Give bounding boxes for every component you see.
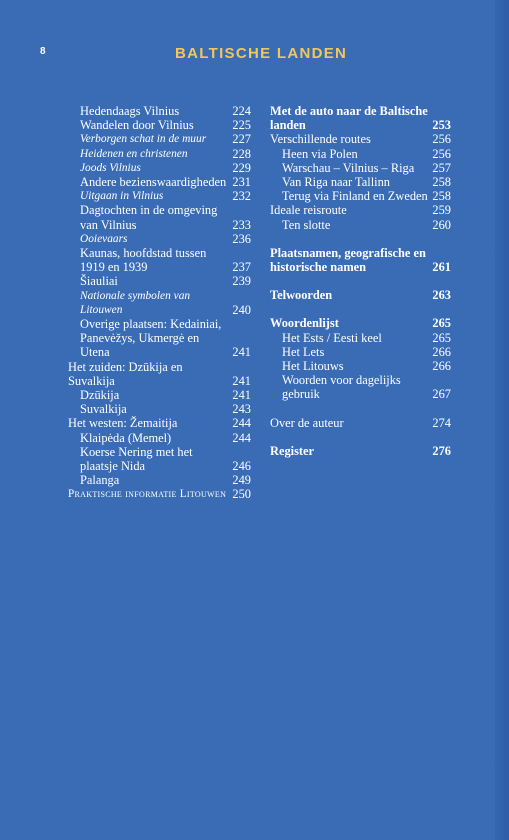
toc-entry[interactable] [68, 388, 251, 402]
toc-entry-title: Dagtochten in de omgeving van Vilnius [80, 203, 218, 232]
toc-entry-title: Register [270, 443, 315, 458]
toc-entry-title: Met de auto naar de Baltische landen [270, 104, 428, 133]
toc-entry[interactable] [270, 218, 451, 232]
toc-entry-page: 224 [232, 104, 251, 118]
toc-entry[interactable] [270, 359, 451, 373]
toc-entry-title: Over de auteur [270, 415, 344, 430]
toc-entry[interactable] [68, 431, 251, 445]
toc-entry[interactable] [68, 147, 251, 161]
toc-entry[interactable] [68, 246, 251, 274]
toc-entry-page: 240 [232, 302, 251, 317]
toc-entry[interactable] [68, 360, 251, 388]
toc-entry[interactable] [270, 246, 451, 274]
toc-entry-title: Uitgaan in Vilnius [80, 190, 164, 203]
toc-entry-page: 257 [432, 160, 451, 175]
toc-entry-page: 253 [432, 118, 451, 133]
toc-entry-title: Ooievaars [80, 232, 128, 245]
toc-entry-page: 265 [432, 330, 451, 345]
toc-entry-title: Praktische informatie Litouwen [68, 488, 227, 501]
toc-entry-page: 243 [232, 402, 251, 417]
toc-entry-title: Het Litouws [282, 359, 344, 374]
toc-entry-title: Verborgen schat in de muur [80, 133, 207, 146]
section-gap [270, 402, 451, 416]
toc-entry-title: Klaipėda (Memel) [80, 430, 172, 445]
toc-entry-page: 250 [232, 487, 251, 502]
toc-entry-page: 246 [232, 459, 251, 474]
toc-entry[interactable] [68, 445, 251, 473]
running-head: BALTISCHE LANDEN [175, 45, 348, 62]
toc-entry-title: Ideale reisroute [270, 203, 347, 218]
toc-entry-title: Van Riga naar Tallinn [282, 175, 390, 190]
toc-entry-title: Andere bezienswaardigheden [80, 175, 227, 190]
toc-entry[interactable] [270, 175, 451, 189]
toc-entry-title: Hedendaags Vilnius [80, 104, 180, 118]
toc-entry[interactable] [270, 444, 451, 458]
toc-entry[interactable] [270, 316, 451, 330]
toc-entry-page: 241 [232, 373, 251, 388]
toc-entry-page: 260 [432, 217, 451, 232]
toc-entry-title: Joods Vilnius [80, 161, 141, 174]
toc-entry[interactable] [68, 132, 251, 146]
toc-entry[interactable] [68, 416, 251, 430]
section-gap [270, 232, 451, 246]
toc-entry-title: Overige plaatsen: Kedainiai, Panevėžys, Ukmergė en Utena [80, 317, 222, 360]
toc-entry[interactable] [270, 416, 451, 430]
toc-entry[interactable] [270, 331, 451, 345]
toc-entry-page: 227 [232, 132, 251, 147]
toc-entry-title: Palanga [80, 473, 120, 488]
toc-entry-page: 266 [432, 359, 451, 374]
toc-entry-page: 249 [232, 473, 251, 488]
toc-entry[interactable] [270, 373, 451, 401]
toc-entry[interactable] [270, 189, 451, 203]
toc-entry-page: 241 [232, 345, 251, 360]
toc-entry-title: Šiauliai [80, 274, 118, 289]
toc-entry-title: Verschillende routes [270, 132, 371, 147]
toc-entry-title: Het Ests / Eesti keel [282, 330, 382, 345]
toc-entry-title: Koerse Nering met het plaatsje Nida [80, 444, 193, 474]
toc-entry[interactable] [270, 147, 451, 161]
toc-entry-page: 256 [432, 146, 451, 161]
toc-entry-page: 266 [432, 344, 451, 359]
toc-entry-page: 233 [232, 217, 251, 232]
toc-entry-page: 258 [432, 175, 451, 190]
toc-entry[interactable] [270, 345, 451, 359]
toc-entry-page: 244 [232, 430, 251, 445]
toc-entry-page: 244 [232, 416, 251, 431]
toc-entry-page: 276 [432, 443, 451, 458]
toc-entry-page: 265 [432, 316, 451, 331]
toc-entry[interactable] [270, 132, 451, 146]
toc-entry[interactable] [68, 289, 251, 317]
toc-entry-title: Het Lets [282, 344, 325, 359]
toc-entry[interactable] [68, 118, 251, 132]
toc-entry-title: Heen via Polen [282, 146, 358, 161]
toc-entry-page: 274 [432, 415, 451, 430]
toc-entry-title: Terug via Finland en Zweden [282, 189, 428, 204]
toc-entry-title: Het zuiden: Dzūkija en Suvalkija [68, 359, 183, 388]
toc-entry[interactable] [68, 104, 251, 118]
section-gap [270, 302, 451, 316]
toc-entry[interactable] [68, 473, 251, 487]
page-spine-shadow [495, 0, 509, 840]
toc-entry-page: 261 [432, 260, 451, 275]
toc-entry-title: Ten slotte [282, 217, 331, 232]
toc-entry-page: 232 [232, 189, 251, 204]
toc-entry[interactable] [68, 189, 251, 203]
toc-entry-page: 258 [432, 189, 451, 204]
toc-entry[interactable] [68, 175, 251, 189]
toc-entry-title: Telwoorden [270, 288, 333, 303]
page-number: 8 [40, 46, 46, 57]
toc-entry-page: 229 [232, 160, 251, 175]
toc-entry[interactable] [68, 487, 251, 501]
toc-entry[interactable] [68, 402, 251, 416]
toc-entry[interactable] [68, 274, 251, 288]
toc-entry-title: Plaatsnamen, geografische en historische namen [270, 245, 426, 275]
toc-entry[interactable] [270, 288, 451, 302]
toc-entry[interactable] [270, 161, 451, 175]
toc-entry-title: Woorden voor dagelijks gebruik [282, 373, 401, 402]
toc-entry-page: 237 [232, 260, 251, 275]
toc-right-column [270, 104, 451, 458]
toc-entry-title: Het westen: Žemaitija [68, 416, 178, 431]
toc-entry[interactable] [68, 161, 251, 175]
toc-entry-page: 259 [432, 203, 451, 218]
toc-entry[interactable] [68, 203, 251, 231]
toc-entry[interactable] [270, 203, 451, 217]
toc-entry[interactable] [68, 232, 251, 246]
toc-entry-title: Wandelen door Vilnius [80, 118, 194, 133]
toc-entry-page: 256 [432, 132, 451, 147]
toc-entry-page: 267 [432, 387, 451, 402]
toc-entry-page: 239 [232, 274, 251, 289]
toc-entry-title: Kaunas, hoofdstad tussen 1919 en 1939 [80, 246, 207, 275]
section-gap [270, 274, 451, 288]
toc-entry[interactable] [68, 317, 251, 360]
toc-entry-page: 228 [232, 146, 251, 161]
toc-entry-page: 225 [232, 118, 251, 133]
section-gap [270, 430, 451, 444]
toc-entry-page: 231 [232, 175, 251, 190]
toc-entry-page: 241 [232, 388, 251, 403]
toc-entry-title: Woordenlijst [270, 316, 339, 331]
toc-entry[interactable] [270, 104, 451, 132]
toc-entry-title: Nationale symbolen van Litouwen [80, 289, 191, 316]
toc-left-column [68, 104, 251, 502]
toc-entry-title: Suvalkija [80, 402, 127, 417]
toc-entry-title: Heidenen en christenen [80, 147, 188, 160]
toc-entry-page: 263 [432, 288, 451, 303]
toc-entry-page: 236 [232, 231, 251, 246]
toc-entry-title: Warschau – Vilnius – Riga [282, 160, 415, 175]
toc-entry-title: Dzūkija [80, 388, 120, 403]
